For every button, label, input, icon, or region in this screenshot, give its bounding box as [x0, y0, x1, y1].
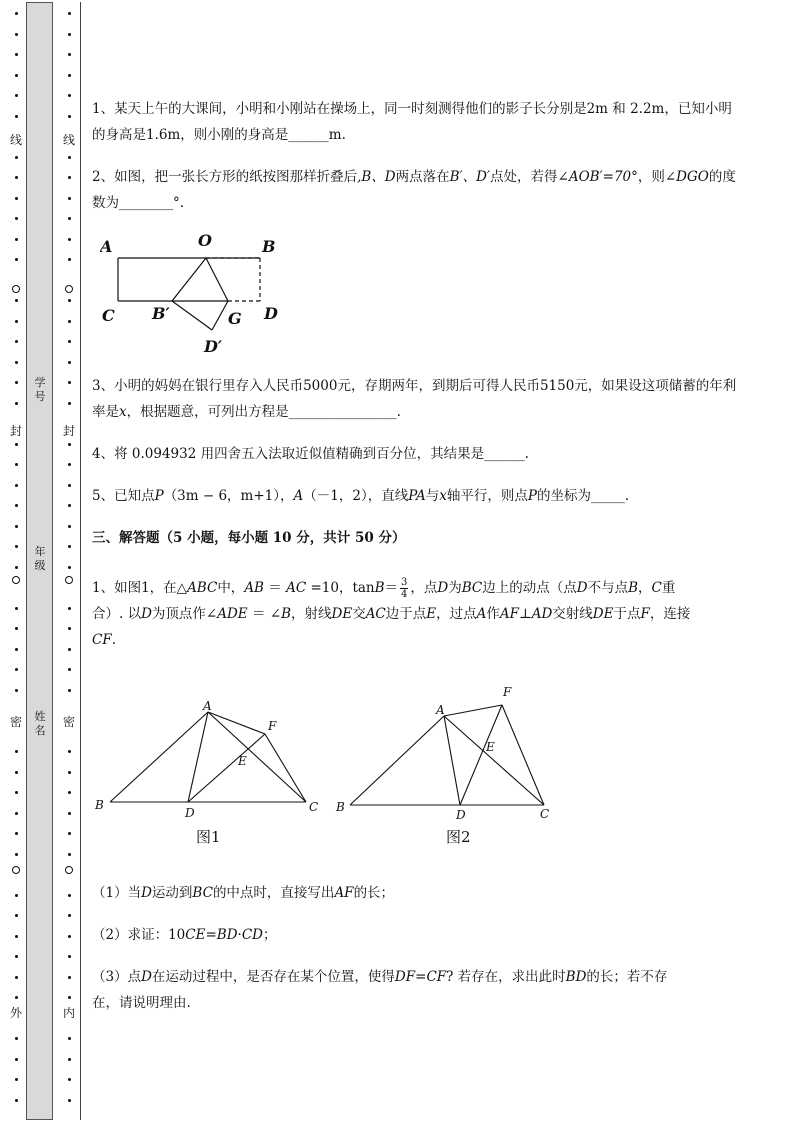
- outer-dot: [15, 463, 18, 466]
- s1-eq: ＝: [263, 580, 287, 596]
- outer-dot: [15, 750, 18, 753]
- fold-label-g: G: [228, 309, 242, 328]
- sub1-e: 的长；: [353, 885, 395, 901]
- s1-f: F: [640, 606, 650, 622]
- q5-p2: P: [527, 488, 538, 504]
- q4-num: 4、: [92, 446, 115, 462]
- s1-l1d: 为: [448, 580, 462, 596]
- binding-circle: [65, 576, 73, 584]
- q2-text-d: ，则: [637, 169, 665, 185]
- outer-dot: [15, 197, 18, 200]
- q5-text-c: ，直线: [367, 488, 409, 504]
- inner-dot: [68, 668, 71, 671]
- s1-l1a: 1、如图1，在△: [92, 580, 188, 596]
- q5-text-e: 轴平行，则点: [446, 488, 528, 504]
- sub2-cd: CD: [241, 927, 263, 943]
- s1-l2e: 交: [352, 606, 366, 622]
- outer-dot: [15, 914, 18, 917]
- sub3-c: ? 若存在，求出此时: [446, 969, 566, 985]
- inner-dot: [68, 1078, 71, 1081]
- fig2-label-a: A: [436, 703, 445, 717]
- s1-d2: D: [576, 580, 588, 596]
- outer-dot: [15, 1078, 18, 1081]
- fig2-line-ad: [444, 716, 460, 805]
- sub-question-1: [92, 880, 744, 906]
- s1-af: AF: [499, 606, 520, 622]
- outer-dot: [15, 525, 18, 528]
- binding-cut-line: [80, 2, 81, 1120]
- fold-line-bp-dp: [172, 301, 212, 330]
- q2-points-2: B′、D′: [449, 169, 491, 185]
- q5-text-f: 的坐标为: [537, 488, 592, 504]
- q5-a: A: [293, 488, 304, 504]
- inner-dot: [68, 832, 71, 835]
- outer-dot: [15, 12, 18, 15]
- s1-b: B: [374, 580, 385, 596]
- fig1-label-d: D: [185, 806, 195, 820]
- inner-dot: [68, 156, 71, 159]
- fig1-label-a: A: [203, 699, 212, 713]
- inner-dot: [68, 115, 71, 118]
- q1-v3: 1.6m: [146, 127, 181, 143]
- inner-dot: [68, 935, 71, 938]
- outer-dot: [15, 545, 18, 548]
- fold-figure: [100, 228, 300, 358]
- inner-dot: [68, 238, 71, 241]
- s1-l2c: ＝ ∠: [247, 606, 282, 622]
- triangle-figures: [92, 680, 562, 855]
- outer-dot: [15, 894, 18, 897]
- fill-question-3: [92, 373, 744, 425]
- fold-label-c: C: [102, 306, 115, 325]
- fold-label-b: B: [262, 237, 276, 256]
- q5-num: 5、: [92, 488, 115, 504]
- outer-dot: [15, 566, 18, 569]
- s1-l1e: 边上的动点（点: [482, 580, 577, 596]
- s1-bc: BC: [461, 580, 483, 596]
- binding-circle: [65, 285, 73, 293]
- s1-l2h: 作: [486, 606, 500, 622]
- s1-e: E: [426, 606, 437, 622]
- outer-dot: [15, 648, 18, 651]
- sub2-ce: CE: [185, 927, 206, 943]
- binding-strip: [0, 0, 90, 1123]
- inner-dot: [68, 996, 71, 999]
- inner-dot: [68, 53, 71, 56]
- outer-dot: [15, 1099, 18, 1102]
- q2-ask-angle: ∠DGO: [664, 169, 709, 185]
- outer-char-mi: 密: [9, 715, 22, 729]
- fig2-line-ac: [444, 716, 544, 805]
- s1-c: C: [651, 580, 662, 596]
- outer-dot: [15, 340, 18, 343]
- inner-dot: [68, 340, 71, 343]
- fig2-label-b: B: [336, 800, 345, 814]
- outer-dot: [15, 238, 18, 241]
- outer-dot: [15, 853, 18, 856]
- outer-dot: [15, 74, 18, 77]
- s1-l1b: 中，: [217, 580, 245, 596]
- q5-p: P: [154, 488, 164, 504]
- outer-dot: [15, 156, 18, 159]
- inner-dot: [68, 545, 71, 548]
- s1-d3: D: [141, 606, 152, 622]
- fig1-line-ac: [208, 712, 306, 802]
- inner-dot: [68, 484, 71, 487]
- inner-dot: [68, 750, 71, 753]
- outer-dot: [15, 976, 18, 979]
- s1-d: D: [437, 580, 449, 596]
- fig2-label-c: C: [540, 807, 550, 821]
- outer-dot: [15, 689, 18, 692]
- sub3-e: 在，请说明理由.: [92, 995, 191, 1011]
- s1-b2: B: [628, 580, 639, 596]
- q5-text-a: 已知点: [114, 488, 155, 504]
- q2-answer-blank[interactable]: ________: [119, 195, 173, 211]
- outer-dot: [15, 832, 18, 835]
- outer-dot: [15, 1037, 18, 1040]
- s1-l2a: 合）. 以: [92, 606, 142, 622]
- inner-dot: [68, 914, 71, 917]
- inner-dot: [68, 217, 71, 220]
- q1-answer-blank[interactable]: ______: [288, 127, 329, 143]
- fold-label-d-prime: D′: [204, 337, 223, 356]
- inner-dot: [68, 689, 71, 692]
- s1-l2b: 为顶点作∠: [151, 606, 218, 622]
- s1-frac-bot: 4: [401, 589, 408, 600]
- q1-v2: 2.2m: [630, 101, 665, 117]
- fig2-line-af: [444, 705, 502, 716]
- sub2-a: （2）求证：10: [92, 927, 186, 943]
- sub2-end: ；: [262, 927, 277, 943]
- inner-dot: [68, 381, 71, 384]
- outer-dot: [15, 668, 18, 671]
- inner-dot: [68, 648, 71, 651]
- sub3-eq: =: [415, 969, 427, 985]
- q5-coords-2: （－1，2）: [303, 488, 368, 504]
- inner-dot: [68, 566, 71, 569]
- outer-dot: [15, 996, 18, 999]
- q3-end: .: [396, 404, 401, 420]
- solve-question-1: [92, 575, 744, 653]
- binding-circle: [65, 866, 73, 874]
- outer-dot: [15, 812, 18, 815]
- inner-dot: [68, 320, 71, 323]
- inner-dot: [68, 607, 71, 610]
- q3-text-b: ，根据题意，可列出方程是: [126, 404, 289, 420]
- fold-line-dp-g: [212, 301, 228, 330]
- q5-text-d: 与: [425, 488, 440, 504]
- q4-text-a: 将 0.094932 用四舍五入法取近似值精确到百分位，其结果是: [114, 446, 485, 462]
- field-grade: 年级: [34, 545, 46, 572]
- sub3-cf: CF: [426, 969, 447, 985]
- q3-num: 3、: [92, 378, 115, 394]
- outer-dot: [15, 94, 18, 97]
- q2-num: 2、: [92, 169, 115, 185]
- inner-dot: [68, 1037, 71, 1040]
- outer-dot: [15, 443, 18, 446]
- outer-dot: [15, 955, 18, 958]
- inner-dot: [68, 1058, 71, 1061]
- fig1-label-c: C: [309, 800, 319, 814]
- fig1-label-b: B: [95, 798, 104, 812]
- fold-label-b-prime: B′: [152, 304, 170, 323]
- inner-dot: [68, 894, 71, 897]
- s1-eq2: ＝: [384, 580, 399, 596]
- s1-b3: B: [281, 606, 291, 622]
- fill-question-1: [92, 96, 744, 148]
- sub3-b: 在运动过程中，是否存在某个位置，使得: [151, 969, 395, 985]
- q5-end: .: [624, 488, 630, 504]
- s1-frac-top: 3: [401, 577, 408, 588]
- s1-de2: DE: [592, 606, 614, 622]
- s1-ac: AC: [286, 580, 307, 596]
- outer-dot: [15, 299, 18, 302]
- q3-text-a: 小明的妈妈在银行里存入人民币5000元，存期两年，到期后可得人民币5150元，如果设这项储蓄的年利率是: [92, 378, 737, 420]
- fill-question-2: [92, 164, 744, 216]
- inner-dot: [68, 33, 71, 36]
- fig2-line-cf: [502, 705, 544, 805]
- q5-answer-blank[interactable]: _____: [591, 488, 625, 504]
- fig2-label-f: F: [503, 685, 512, 699]
- outer-dot: [15, 258, 18, 261]
- q1-text-b: ，已知小明的身高是: [92, 101, 732, 143]
- s1-cf: CF: [92, 632, 112, 648]
- fold-line-ob-prime: [172, 258, 206, 301]
- q2-condition: ∠AOB′=70°: [557, 169, 638, 185]
- outer-dot: [15, 33, 18, 36]
- section-3-title: 三、解答题（5 小题，每小题 10 分，共计 50 分）: [92, 530, 406, 546]
- inner-dot: [68, 74, 71, 77]
- sub3-a: （3）点: [92, 969, 142, 985]
- outer-dot: [15, 504, 18, 507]
- inner-dot: [68, 463, 71, 466]
- q1-v1: 2m: [586, 101, 608, 117]
- sub1-bc: BC: [192, 885, 213, 901]
- sub2-bd: BD: [216, 927, 238, 943]
- fig1-line-df: [188, 734, 265, 802]
- sub1-d: D: [141, 885, 152, 901]
- inner-dot: [68, 976, 71, 979]
- sub2-dot: ·: [237, 927, 242, 943]
- binding-circle: [12, 866, 20, 874]
- outer-dot: [15, 484, 18, 487]
- q2-points: ,B、D: [357, 169, 396, 185]
- outer-dot: [15, 381, 18, 384]
- fig1-label-e: E: [238, 754, 247, 768]
- outer-dot: [15, 217, 18, 220]
- q1-text-a: 某天上午的大课间，小明和小刚站在操场上，同一时刻测得他们的影子长分别是: [114, 101, 587, 117]
- inner-dot: [68, 1099, 71, 1102]
- outer-dot: [15, 53, 18, 56]
- binding-circle: [12, 285, 20, 293]
- inner-dot: [68, 12, 71, 15]
- inner-dot: [68, 853, 71, 856]
- inner-char-mi: 密: [62, 715, 75, 729]
- q5-pa: PA: [408, 488, 426, 504]
- outer-dot: [15, 320, 18, 323]
- fig2-label-d: D: [456, 808, 466, 822]
- q4-end: .: [524, 446, 529, 462]
- outer-dot: [15, 402, 18, 405]
- inner-dot: [68, 443, 71, 446]
- q5-text-b: ，: [280, 488, 294, 504]
- s1-l2i: 交射线: [552, 606, 593, 622]
- s1-ac2: AC: [365, 606, 386, 622]
- s1-ab: AB: [244, 580, 264, 596]
- fig2-line-df: [460, 705, 502, 805]
- sub1-b: 运动到: [151, 885, 193, 901]
- fold-line-og: [206, 258, 228, 301]
- inner-dot: [68, 771, 71, 774]
- sub3-d2: 的长；若不存: [586, 969, 668, 985]
- inner-dot: [68, 627, 71, 630]
- outer-dot: [15, 1058, 18, 1061]
- inner-char-nei: 内: [62, 1006, 75, 1020]
- fig2-line-ab: [350, 716, 444, 805]
- sub1-af: AF: [334, 885, 354, 901]
- field-name: 姓名: [34, 710, 46, 737]
- s1-perp: ⊥: [519, 606, 532, 622]
- inner-char-feng: 封: [62, 424, 75, 438]
- q2-text-a: 如图，把一张长方形的纸按图那样折叠后: [114, 169, 358, 185]
- s1-l1f: 不与点: [587, 580, 629, 596]
- inner-dot: [68, 791, 71, 794]
- sub3-df: DF: [394, 969, 416, 985]
- s1-l1c: ，点: [410, 580, 438, 596]
- s1-ade: ADE: [217, 606, 248, 622]
- inner-dot: [68, 299, 71, 302]
- q3-answer-blank[interactable]: ________________: [288, 404, 397, 420]
- s1-l1g: 重: [661, 580, 676, 596]
- s1-de: DE: [331, 606, 353, 622]
- outer-dot: [15, 935, 18, 938]
- fold-label-a: A: [100, 237, 113, 256]
- outer-dot: [15, 627, 18, 630]
- inner-dot: [68, 402, 71, 405]
- outer-char-feng: 封: [9, 424, 22, 438]
- binding-circle: [12, 576, 20, 584]
- fig1-line-af: [208, 712, 265, 734]
- q5-coords: （3m − 6，m+1）: [163, 488, 281, 504]
- fig1-line-cf: [265, 734, 306, 802]
- s1-l2d: ，射线: [291, 606, 332, 622]
- inner-dot: [68, 197, 71, 200]
- s1-l3end: .: [111, 632, 116, 648]
- sub-question-3: [92, 964, 744, 1016]
- q3-var: x: [119, 404, 127, 420]
- outer-dot: [15, 791, 18, 794]
- s1-tan-fraction: [400, 577, 408, 600]
- q5-x: x: [439, 488, 447, 504]
- q4-answer-blank[interactable]: ______: [484, 446, 525, 462]
- fig2-label-e: E: [486, 740, 495, 754]
- s1-comma: ，: [638, 580, 652, 596]
- q1-unit: m.: [328, 127, 346, 143]
- field-student-id: 学号: [34, 376, 46, 403]
- outer-dot: [15, 771, 18, 774]
- sub1-a: （1）当: [92, 885, 142, 901]
- s1-l2g: ，过点: [436, 606, 477, 622]
- q2-text-b: 两点落在: [395, 169, 450, 185]
- s1-ad: AD: [531, 606, 553, 622]
- q1-text-c: ，则小刚的身高是: [180, 127, 289, 143]
- outer-char-wai: 外: [9, 1006, 22, 1020]
- sub-question-2: [92, 922, 744, 948]
- fig2-caption: 图2: [446, 828, 471, 846]
- fill-question-4: [92, 441, 744, 467]
- fig1-line-ab: [110, 712, 208, 802]
- s1-eq10: =10，tan: [306, 580, 375, 596]
- q2-text-c: 点处，若得: [490, 169, 558, 185]
- inner-dot: [68, 955, 71, 958]
- s1-abc: ABC: [187, 580, 218, 596]
- fold-label-d: D: [264, 304, 278, 323]
- s1-l2j: 于点: [613, 606, 641, 622]
- outer-dot: [15, 115, 18, 118]
- inner-dot: [68, 94, 71, 97]
- inner-dot: [68, 176, 71, 179]
- outer-dot: [15, 361, 18, 364]
- outer-dot: [15, 176, 18, 179]
- s1-l2f: 边于点: [385, 606, 427, 622]
- q1-num: 1、: [92, 101, 115, 117]
- inner-char-xian: 线: [62, 133, 75, 147]
- outer-char-xian: 线: [9, 133, 22, 147]
- sub1-c: 的中点时，直接写出: [212, 885, 335, 901]
- inner-dot: [68, 812, 71, 815]
- sub2-eq: =: [205, 927, 217, 943]
- s1-a: A: [476, 606, 487, 622]
- fig1-label-f: F: [268, 719, 277, 733]
- sub3-d: D: [141, 969, 152, 985]
- fill-question-5: [92, 483, 744, 509]
- fig1-caption: 图1: [196, 828, 221, 846]
- fold-label-o: O: [198, 231, 212, 250]
- inner-dot: [68, 361, 71, 364]
- fig1-line-ad: [188, 712, 208, 802]
- inner-dot: [68, 504, 71, 507]
- inner-dot: [68, 258, 71, 261]
- outer-dot: [15, 607, 18, 610]
- q2-text-e: 的度数为: [92, 169, 736, 211]
- sub3-bd: BD: [565, 969, 587, 985]
- q1-and: 和: [607, 101, 631, 117]
- s1-l2k: ，连接: [649, 606, 691, 622]
- q2-unit: °.: [173, 195, 185, 211]
- inner-dot: [68, 525, 71, 528]
